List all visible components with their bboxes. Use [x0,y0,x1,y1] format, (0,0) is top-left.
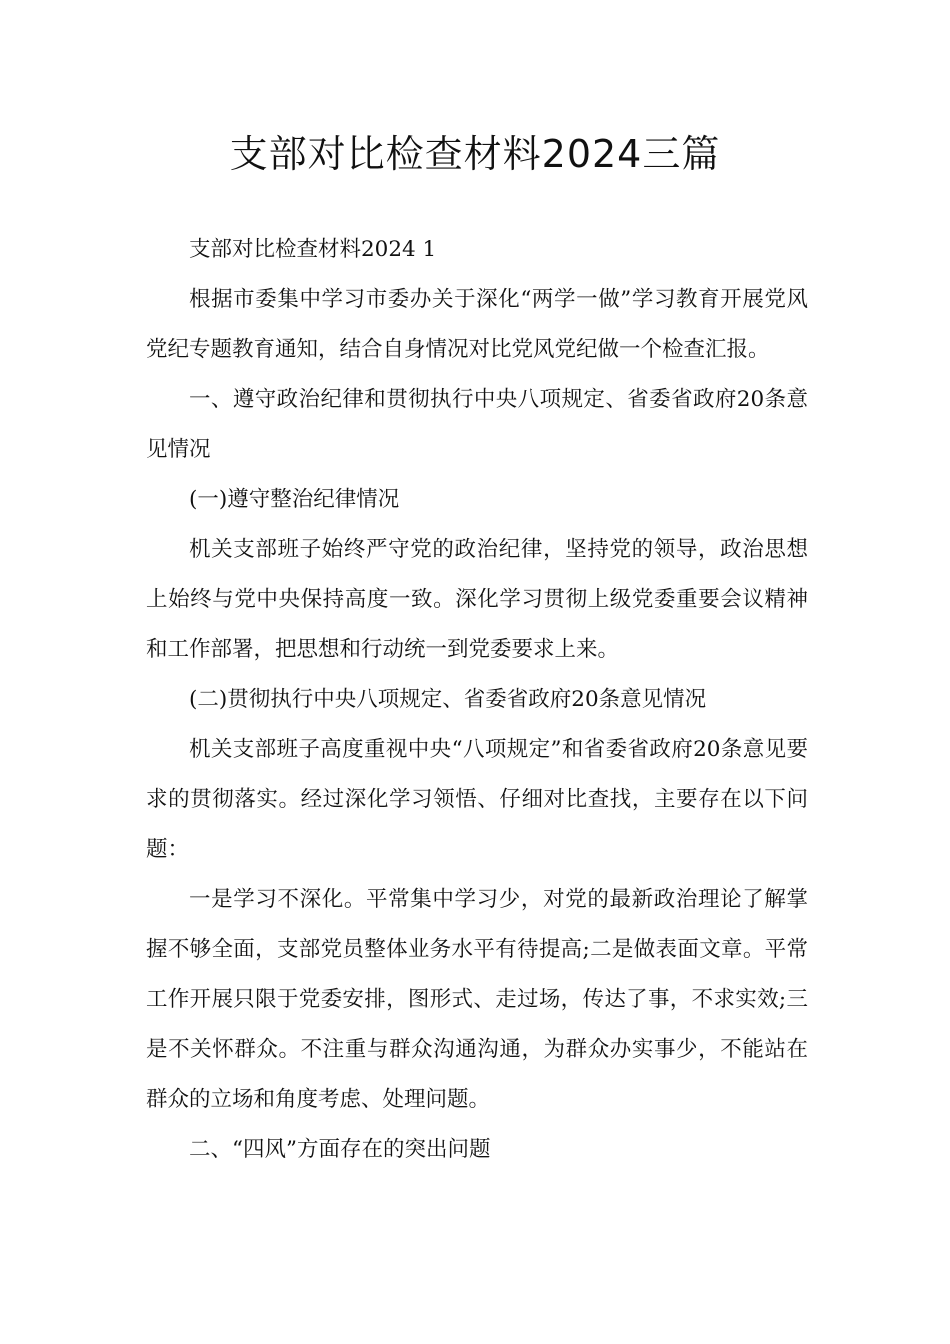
paragraph: 机关支部班子高度重视中央“八项规定”和省委省政府20条意见要求的贯彻落实。经过深化学习领悟、仔细对比查找，主要存在以下问题： [146,737,808,862]
paragraph-subtitle: 支部对比检查材料2024 1 [189,237,437,262]
subsection-heading: (一)遵守整治纪律情况 [189,487,400,512]
subsection-heading: (二)贯彻执行中央八项规定、省委省政府20条意见情况 [189,687,707,712]
paragraph: 根据市委集中学习市委办关于深化“两学一做”学习教育开展党风党纪专题教育通知，结合自身情况对比党风党纪做一个检查汇报。 [146,287,808,362]
document-body [146,225,808,1175]
paragraph: 机关支部班子始终严守党的政治纪律，坚持党的领导，政治思想上始终与党中央保持高度一致。深化学习贯彻上级党委重要会议精神和工作部署，把思想和行动统一到党委要求上来。 [146,537,808,662]
paragraph: 一是学习不深化。平常集中学习少，对党的最新政治理论了解掌握不够全面，支部党员整体业务水平有待提高;二是做表面文章。平常工作开展只限于党委安排，图形式、走过场，传达了事，不求实效;三是不关怀群众。不注重与群众沟通沟通，为群众办实事少，不能站在群众的立场和角度考虑、处理问题。 [146,887,808,1112]
section-heading: 二、“四风”方面存在的突出问题 [189,1137,491,1162]
section-heading: 一、遵守政治纪律和贯彻执行中央八项规定、省委省政府20条意见情况 [146,387,808,462]
document-title: 支部对比检查材料2024三篇 [229,132,721,176]
